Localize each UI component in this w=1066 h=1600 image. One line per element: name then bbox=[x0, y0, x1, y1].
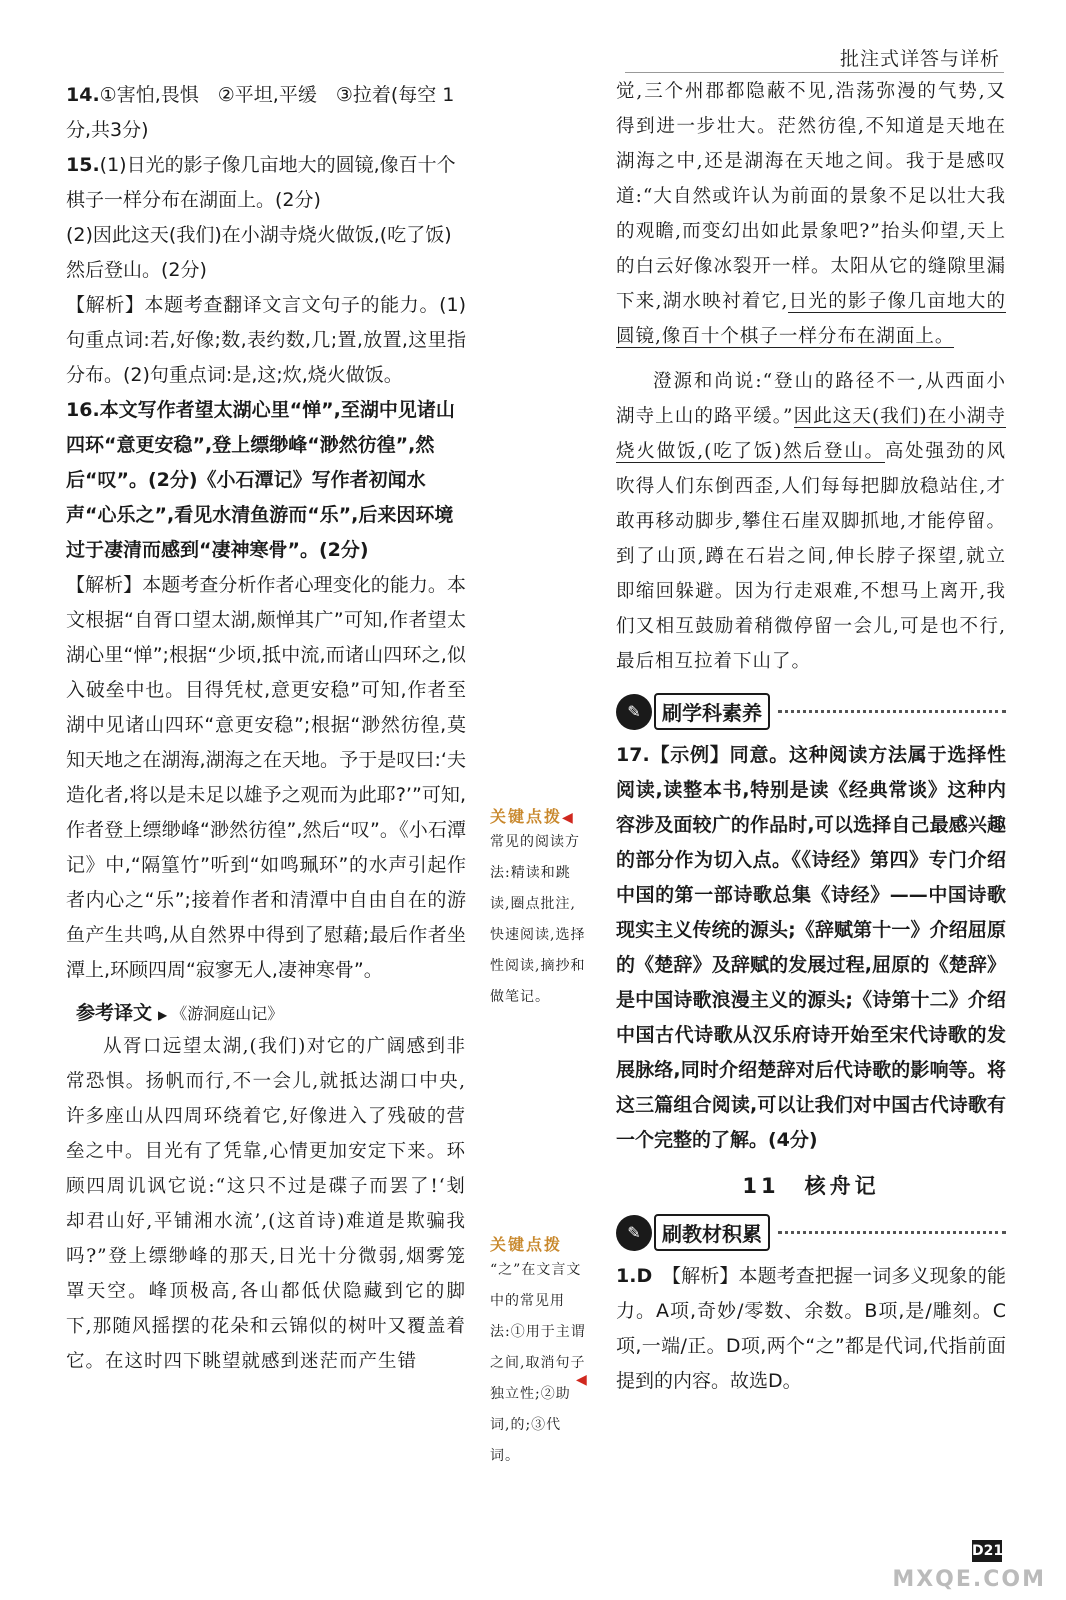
key-tip-note-2: 关键点拨 “之”在文言文中的常见用法:①用于主谓之间,取消句子独立性;②助词,的;③代词。 bbox=[490, 1235, 586, 1464]
note-pointer-icon: ◀ bbox=[576, 1372, 587, 1388]
question-number: 16. bbox=[66, 399, 100, 421]
underlined-translation: 日光的影子像几亩地大的圆镜,像百十个棋子一样分布在湖面上。 bbox=[616, 291, 1006, 347]
question-15-answer-2: (2)因此这天(我们)在小湖寺烧火做饭,(吃了饭)然后登山。(2分) bbox=[66, 224, 452, 281]
question-number: 17. bbox=[616, 744, 650, 766]
lesson-heading: 11 核舟记 bbox=[742, 1174, 880, 1198]
pen-icon: ✎ bbox=[616, 694, 652, 730]
question-1-answer: 1.D 【解析】本题考查把握一词多义现象的能力。A项,奇妙/零数、余数。B项,是/雕刻。C项,一端/正。D项,两个“之”都是代词,代指前面提到的内容。故选D。 bbox=[616, 1265, 1006, 1392]
question-14 bbox=[66, 78, 466, 148]
pen-icon: ✎ bbox=[616, 1215, 652, 1251]
question-16-analysis: 【解析】本题考查分析作者心理变化的能力。本文根据“自胥口望太湖,颇惮其广”可知,作者望太湖心里“惮”;根据“少顷,抵中流,而诸山四环之,似入破垒中也。目得凭杖,意更安稳”可知,作者至湖中见诸山四环“意更安稳”;根据“渺然彷徨,莫知天地之在湖海,湖海之在天地。予于是叹曰:‘夫造化者,将以是未足以雄予之观而为此耶?’”可知,作者登上缥缈峰“渺然彷徨”,然后“叹”。《小石潭记》中,“隔篁竹”听到“如鸣珮环”的水声引起作者内心之“乐”;接着作者和清潭中自由自在的游鱼产生共鸣,从自然界中得到了慰藉;最后作者坐潭上,环顾四周“寂寥无人,凄神寒骨”。 bbox=[66, 574, 466, 981]
underlined-translation: 因此这天(我们)在小湖寺烧火做饭,(吃了饭)然后登山。 bbox=[616, 406, 1006, 462]
section-badge-textbook: ✎ 刷教材积累 bbox=[616, 1214, 1006, 1251]
dotted-divider bbox=[778, 1231, 1006, 1234]
question-number: 15. bbox=[66, 154, 100, 176]
question-15-answer-1: 15.(1)日光的影子像几亩地大的圆镜,像百十个棋子一样分布在湖面上。(2分) bbox=[66, 154, 456, 211]
reference-translation-heading: 参考译文 ▶ 《游洞庭山记》 bbox=[76, 1002, 284, 1024]
question-17-answer: 17.【示例】同意。这种阅读方法属于选择性阅读,读整本书,特别是读《经典常谈》这种内容涉及面较广的作品时,可以选择自己最感兴趣的部分作为切入点。《《诗经》第四》专门介绍中国的第一部诗歌总集《诗经》——中国诗歌现实主义传统的源头;《辞赋第十一》介绍屈原的《楚辞》及辞赋的发展过程,屈原的《楚辞》是中国诗歌浪漫主义的源头;《诗第十二》介绍中国古代诗歌从汉乐府诗开始至宋代诗歌的发展脉络,同时介绍楚辞对后代诗歌的影响等。将这三篇组合阅读,可以让我们对中国古代诗歌有一个完整的了解。(4分) bbox=[616, 744, 1006, 1151]
left-column bbox=[66, 72, 466, 1379]
reference-translation-para-1-cont: 觉,三个州郡都隐蔽不见,浩荡弥漫的气势,又得到进一步壮大。茫然彷徨,不知道是天地在湖海之中,还是湖海在天地之间。我于是感叹道:“大自然或许认为前面的景象不足以壮大我的观瞻,而变幻出如此景象吧?”抬头仰望,天上的白云好像冰裂开一样。太阳从它的缝隙里漏下来,湖水映衬着它,日光的影子像几亩地大的圆镜,像百十个棋子一样分布在湖面上。 bbox=[616, 81, 1007, 347]
page-number: D21 bbox=[972, 1540, 1002, 1562]
section-badge-subject-literacy: ✎ 刷学科素养 bbox=[616, 693, 1006, 730]
right-column bbox=[616, 72, 1006, 1399]
question-number: 14. bbox=[66, 84, 100, 106]
page-header-title: 批注式详答与详析 bbox=[839, 48, 1000, 70]
question-16-answer: 16.本文写作者望太湖心里“惮”,至湖中见诸山四环“意更安稳”,登上缥缈峰“渺然彷徨”,然后“叹”。(2分)《小石潭记》写作者初闻水声“心乐之”,看见水清鱼游而“乐”,后来因环境过于凄清而感到“凄神寒骨”。(2分) bbox=[66, 399, 455, 561]
key-tip-note-1: 关键点拨◀ 常见的阅读方法:精读和跳读,圈点批注,快速阅读,选择性阅读,摘抄和做笔记。 bbox=[490, 807, 586, 1005]
triangle-left-icon: ◀ bbox=[562, 810, 573, 826]
question-15-analysis: 【解析】本题考查翻译文言文句子的能力。(1)句重点词:若,好像;数,表约数,几;置,放置,这里指分布。(2)句重点词:是,这;炊,烧火做饭。 bbox=[66, 294, 466, 386]
dotted-divider bbox=[778, 710, 1006, 713]
reference-translation-para-2: 澄源和尚说:“登山的路径不一,从西面小湖寺上山的路平缓。”因此这天(我们)在小湖寺烧火做饭,(吃了饭)然后登山。高处强劲的风吹得人们东倒西歪,人们每每把脚放稳站住,才敢再移动脚步,攀住石崖双脚抓地,才能停留。到了山顶,蹲在石岩之间,伸长脖子探望,就立即缩回躲避。因为行走艰难,不想马上离开,我们又相互鼓励着稍微停留一会儿,可是也不行,最后相互拉着下山了。 bbox=[616, 371, 1006, 672]
question-number: 1. bbox=[616, 1265, 637, 1287]
watermark: MXQE.COM bbox=[892, 1567, 1046, 1592]
question-14-answer: ①害怕,畏惧 ②平坦,平缓 ③拉着(每空 1分,共3分) bbox=[66, 84, 455, 141]
triangle-right-icon: ▶ bbox=[158, 1008, 168, 1022]
reference-translation-para-1: 从胥口远望太湖,(我们)对它的广阔感到非常恐惧。扬帆而行,不一会儿,就抵达湖口中央,许多座山从四周环绕着它,好像进入了残破的营垒之中。目光有了凭靠,心情更加安定下来。环顾四周讥讽它说:“这只不过是碟子而罢了!‘刬却君山好,平铺湘水流’,(这首诗)难道是欺骗我吗?”登上缥缈峰的那天,日光十分微弱,烟雾笼罩天空。峰顶极高,各山都低伏隐藏到它的脚下,那随风摇摆的花朵和云锦似的树叶又覆盖着它。在这时四下眺望就感到迷茫而产生错 bbox=[66, 1036, 466, 1372]
